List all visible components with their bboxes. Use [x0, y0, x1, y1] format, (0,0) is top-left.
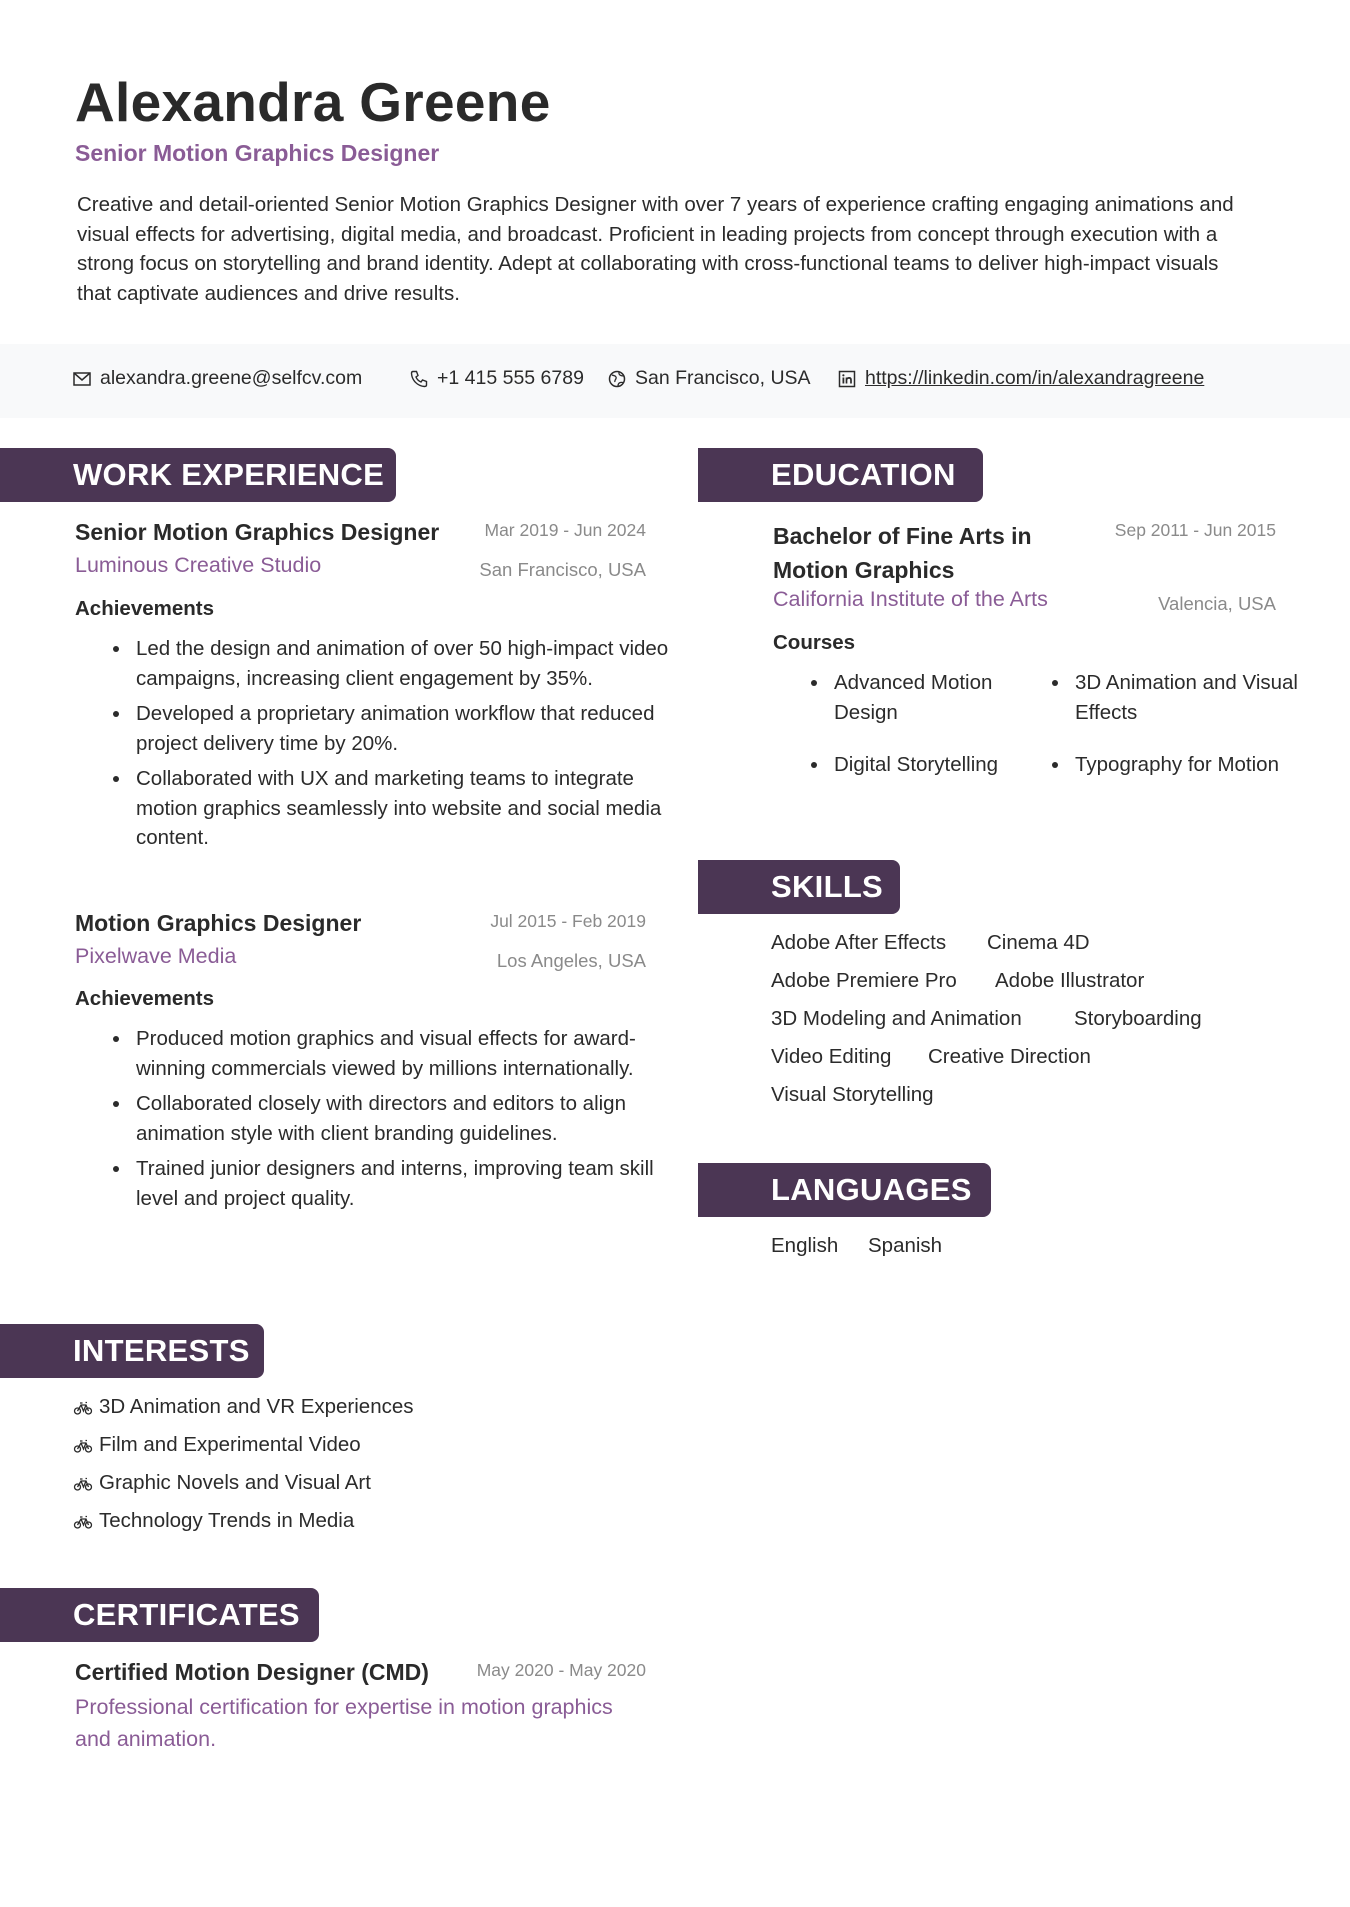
list-item: • 3D Animation and Visual Effects [1071, 668, 1301, 727]
work-experience-heading: WORK EXPERIENCE [0, 448, 396, 502]
school-location: Valencia, USA [1158, 593, 1276, 614]
list-item: • Produced motion graphics and visual effects for award-winning commercials viewed by millions internationally. [132, 1024, 672, 1083]
job-dates: Jul 2015 - Feb 2019 [490, 911, 646, 931]
job-dates: Mar 2019 - Jun 2024 [484, 520, 646, 540]
education-heading: EDUCATION [698, 448, 983, 502]
linkedin-icon [837, 369, 857, 389]
skills-heading: SKILLS [698, 860, 900, 914]
contact-email[interactable] [72, 367, 362, 390]
skill-item: Cinema 4D [987, 931, 1090, 954]
job-location: Los Angeles, USA [496, 950, 646, 971]
achievements-label: Achievements [75, 597, 215, 620]
skill-item: Adobe After Effects [771, 931, 947, 954]
job-company: Luminous Creative Studio [75, 553, 322, 577]
resume-summary: Creative and detail-oriented Senior Motion Graphics Designer with over 7 years of experience crafting engaging animations and visual effects for advertising, digital media, and broadcast. Proficient in leading projects from concept through execution with a strong focus on storytelling and brand identity. Adept at collaborating with cross-functional teams to deliver high-impact visuals that captivate audiences and drive results. [77, 193, 1234, 305]
school-name: California Institute of the Arts [773, 587, 1048, 611]
bicycle-icon [73, 1397, 93, 1417]
job-location: San Francisco, USA [479, 559, 646, 580]
contact-email-text: alexandra.greene@selfcv.com [100, 367, 363, 389]
list-item: • Advanced Motion Design [830, 668, 1030, 727]
contact-location-text: San Francisco, USA [635, 367, 811, 389]
list-item: • Developed a proprietary animation workflow that reduced project delivery time by 20%. [132, 699, 672, 758]
contact-linkedin[interactable] [837, 367, 1204, 390]
bicycle-icon [73, 1435, 93, 1455]
language-item: Spanish [868, 1234, 943, 1257]
list-item: • Trained junior designers and interns, improving team skill level and project quality. [132, 1154, 672, 1213]
list-item: • Led the design and animation of over 50 high-impact video campaigns, increasing client engagement by 35%. [132, 634, 672, 693]
interest-item [73, 1395, 414, 1419]
certificate-dates: May 2020 - May 2020 [476, 1660, 646, 1680]
interest-text: Film and Experimental Video [99, 1433, 361, 1456]
interests-heading: INTERESTS [0, 1324, 264, 1378]
language-item: English [771, 1234, 839, 1257]
certificate-description: Professional certification for expertise in motion graphics and animation. [75, 1695, 613, 1751]
languages-heading: LANGUAGES [698, 1163, 991, 1217]
skill-item: 3D Modeling and Animation [771, 1007, 1022, 1030]
course-item [1043, 750, 1301, 786]
course-item [802, 750, 1030, 786]
mail-icon [72, 369, 92, 389]
job-title: Motion Graphics Designer [75, 910, 362, 936]
interest-item [73, 1509, 354, 1533]
certificate-title: Certified Motion Designer (CMD) [75, 1659, 429, 1685]
achievements-list [104, 634, 672, 859]
contact-linkedin-link[interactable]: https://linkedin.com/in/alexandragreene [865, 367, 1205, 389]
bicycle-icon [73, 1511, 93, 1531]
skill-item: Video Editing [771, 1045, 892, 1068]
phone-icon [409, 369, 429, 389]
degree-title: Bachelor of Fine Arts in Motion Graphics [773, 523, 1032, 583]
job-title: Senior Motion Graphics Designer [75, 519, 440, 545]
skill-item: Visual Storytelling [771, 1083, 934, 1106]
contact-phone[interactable] [409, 367, 584, 390]
achievements-label: Achievements [75, 987, 215, 1010]
course-item [1043, 668, 1301, 733]
contact-phone-text: +1 415 555 6789 [437, 367, 584, 389]
list-item: • Collaborated closely with directors and editors to align animation style with client branding guidelines. [132, 1089, 672, 1148]
list-item: • Collaborated with UX and marketing teams to integrate motion graphics seamlessly into website and social media content. [132, 764, 672, 853]
certificates-heading: CERTIFICATES [0, 1588, 319, 1642]
skill-item: Storyboarding [1074, 1007, 1202, 1030]
list-item: • Typography for Motion [1071, 750, 1301, 780]
courses-label: Courses [773, 631, 856, 654]
interest-item [73, 1471, 371, 1495]
skill-item: Creative Direction [928, 1045, 1091, 1068]
contact-location [607, 367, 811, 390]
list-item: • Digital Storytelling [830, 750, 1030, 780]
interest-item [73, 1433, 361, 1457]
interest-text: Technology Trends in Media [99, 1509, 355, 1532]
job-company: Pixelwave Media [75, 944, 237, 968]
skill-item: Adobe Illustrator [995, 969, 1145, 992]
interest-text: Graphic Novels and Visual Art [99, 1471, 371, 1494]
resume-title: Senior Motion Graphics Designer [75, 140, 440, 166]
course-item [802, 668, 1030, 733]
education-dates: Sep 2011 - Jun 2015 [1114, 520, 1276, 540]
interest-text: 3D Animation and VR Experiences [99, 1395, 414, 1418]
skill-item: Adobe Premiere Pro [771, 969, 957, 992]
globe-icon [607, 369, 627, 389]
bicycle-icon [73, 1473, 93, 1493]
achievements-list [104, 1024, 672, 1219]
resume-name: Alexandra Greene [75, 71, 551, 133]
